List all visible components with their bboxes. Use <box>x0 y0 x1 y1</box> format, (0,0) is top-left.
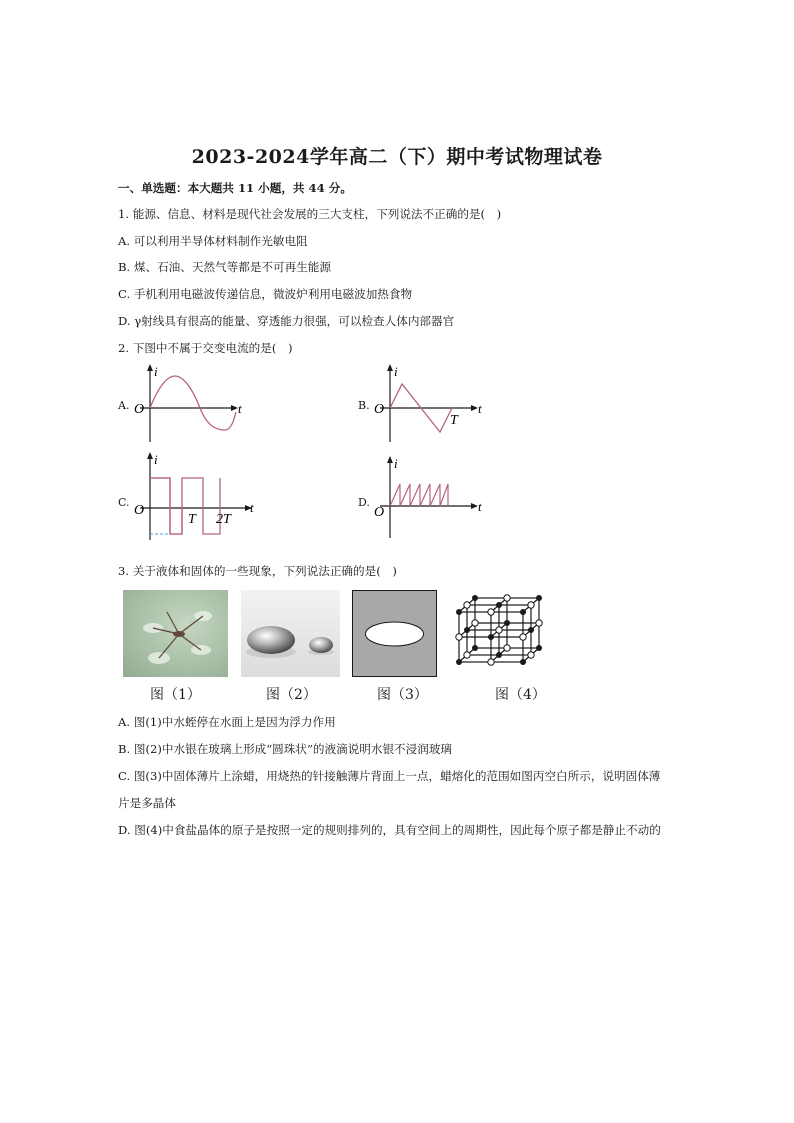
question-3-stem: 3. 关于液体和固体的一些现象，下列说法正确的是( ) <box>118 564 397 578</box>
square-wave <box>150 478 220 534</box>
question-1-stem: 1. 能源、信息、材料是现代社会发展的三大支柱，下列说法不正确的是( ) <box>118 207 502 221</box>
axis-t-label: t <box>478 401 482 416</box>
figure-3-wax-melt-diagram <box>352 590 437 677</box>
figure-2-caption: 图（2） <box>266 687 317 703</box>
graph-b <box>370 362 490 444</box>
figure-1-caption: 图（1） <box>150 687 201 703</box>
period-label: T <box>450 413 458 428</box>
graph-c <box>130 450 260 542</box>
q1-option-c: C. 手机利用电磁波传递信息，微波炉利用电磁波加热食物 <box>118 287 413 301</box>
figure-4-salt-crystal-lattice <box>455 594 543 666</box>
graph-d <box>370 454 490 540</box>
origin-label: O <box>374 505 385 520</box>
q2-option-c-label: C. <box>118 496 130 509</box>
figure-1-water-strider-photo <box>123 590 228 677</box>
question-2-stem: 2. 下图中不属于交变电流的是( ) <box>118 341 293 355</box>
q1-option-d: D. γ射线具有很高的能量、穿透能力很强，可以检查人体内部器官 <box>118 314 455 328</box>
sine-curve <box>150 376 236 430</box>
origin-label: O <box>134 503 145 518</box>
axis-i-label: i <box>154 452 158 467</box>
q2-option-a-label: A. <box>118 399 130 412</box>
origin-label: O <box>374 402 385 417</box>
origin-label: O <box>134 402 145 417</box>
page-title: 2023-2024学年高二（下）期中考试物理试卷 <box>191 146 603 168</box>
q2-option-b-label: B. <box>358 399 370 412</box>
q1-option-a: A. 可以利用半导体材料制作光敏电阻 <box>118 234 308 248</box>
axis-t-label: t <box>238 401 242 416</box>
double-period-label: 2T <box>216 512 231 527</box>
q2-option-d-label: D. <box>358 496 370 509</box>
q1-option-b: B. 煤、石油、天然气等都是不可再生能源 <box>118 260 331 274</box>
axis-i-label: i <box>154 364 158 379</box>
q3-option-a: A. 图(1)中水蛭停在水面上是因为浮力作用 <box>118 715 336 729</box>
figure-2-mercury-droplets-photo <box>241 590 340 677</box>
sawtooth-wave <box>390 484 448 506</box>
q3-option-b: B. 图(2)中水银在玻璃上形成“圆珠状”的液滴说明水银不浸润玻璃 <box>118 742 453 756</box>
period-label: T <box>188 512 196 527</box>
q3-option-d: D. 图(4)中食盐晶体的原子是按照一定的规则排列的，具有空间上的周期性，因此每个原子都是静止不动的 <box>118 823 661 837</box>
axis-i-label: i <box>394 364 398 379</box>
q3-option-c-continued: 片是多晶体 <box>118 796 176 810</box>
dashed-guides <box>150 478 220 534</box>
axis-t-label: t <box>478 499 482 514</box>
figure-3-caption: 图（3） <box>377 687 428 703</box>
figure-4-caption: 图（4） <box>495 687 546 703</box>
graph-a <box>130 362 250 444</box>
axis-t-label: t <box>250 500 254 515</box>
section-heading: 一、单选题：本大题共 11 小题，共 44 分。 <box>118 181 352 195</box>
axis-i-label: i <box>394 456 398 471</box>
q3-option-c: C. 图(3)中固体薄片上涂蜡，用烧热的针接触薄片背面上一点，蜡熔化的范围如图丙空白所示，说明固体薄 <box>118 769 661 783</box>
